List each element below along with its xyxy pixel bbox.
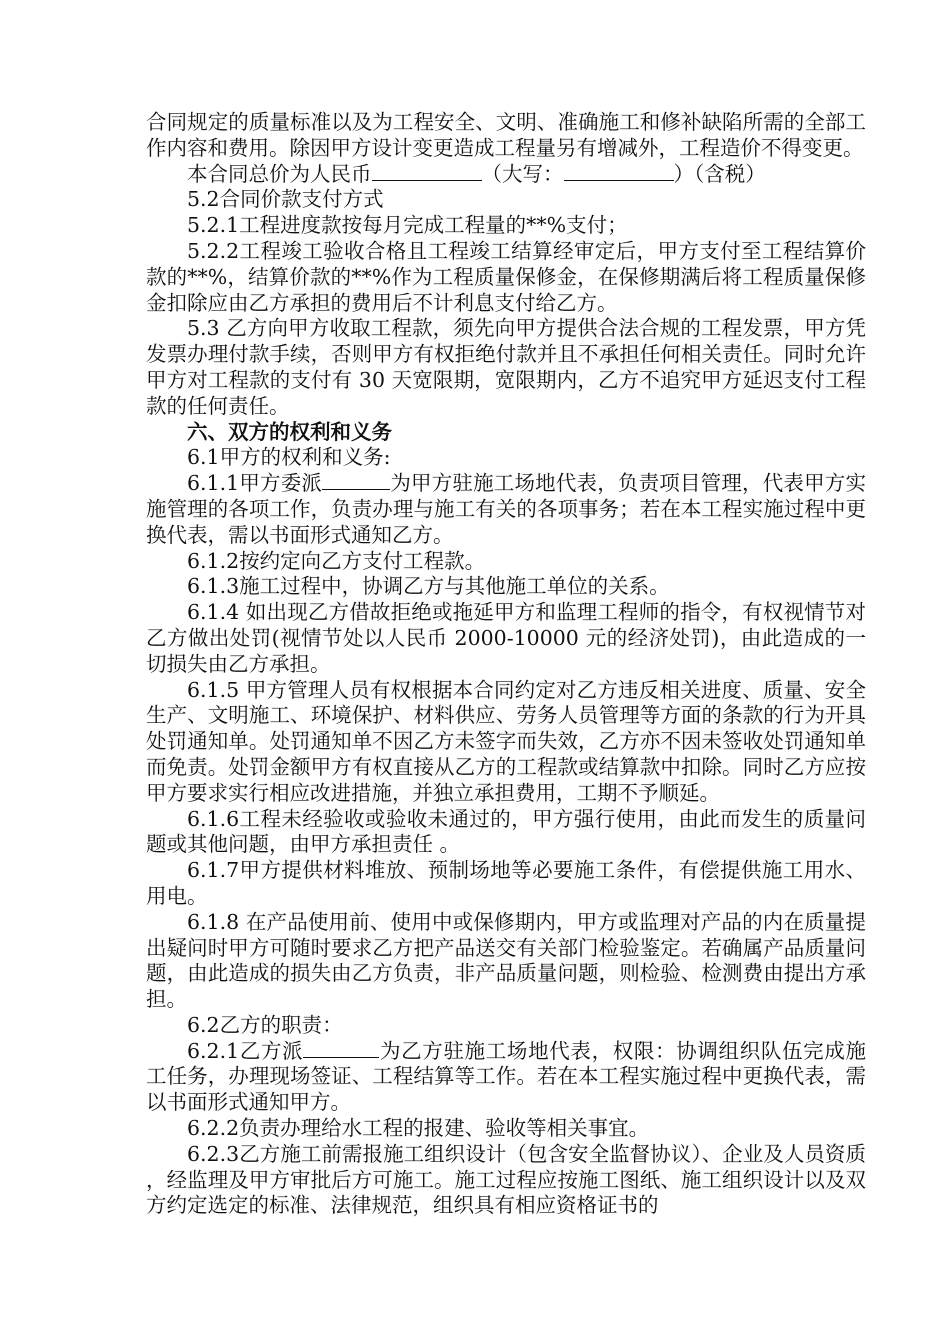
paragraph-price-scope: 合同规定的质量标准以及为工程安全、文明、准确施工和修补缺陷所需的全部工作内容和费用。除因甲方设计变更造成工程量另有增减外，工程造价不得变更。 [146, 110, 866, 160]
clause-6-2-3: 6.2.3乙方施工前需报施工组织设计（包含安全监督协议）、企业及人员资质，经监理及甲方审批后方可施工。施工过程应按施工图纸、施工组织设计以及双方约定选定的标准、法律规范，组织具有相应资格证书的 [146, 1141, 866, 1218]
clause-5-3: 5.3 乙方向甲方收取工程款，须先向甲方提供合法合规的工程发票，甲方凭发票办理付款手续，否则甲方有权拒绝付款并且不承担任何相关责任。同时允许甲方对工程款的支付有 30 天宽限期，宽限期内，乙方不追究甲方延迟支付工程款的任何责任。 [146, 316, 866, 418]
section-6-2-title: 6.2乙方的职责： [187, 1012, 343, 1037]
party-b-representative-blank [303, 1039, 379, 1058]
clause-5-2-2: 5.2.2工程竣工验收合格且工程竣工结算经审定后，甲方支付至工程结算价款的**%，结算价款的**%作为工程质量保修金，在保修期满后将工程质量保修金扣除应由乙方承担的费用后不计利息支付给乙方。 [146, 238, 866, 315]
clause-6-2-1-label: 6.2.1乙方派 [187, 1038, 304, 1063]
total-price-capital-blank [564, 162, 674, 181]
clause-6-1-3: 6.1.3施工过程中，协调乙方与其他施工单位的关系。 [187, 574, 670, 599]
clause-6-1-1 [146, 471, 866, 548]
clause-6-1-4: 6.1.4 如出现乙方借故拒绝或拖延甲方和监理工程师的指令，有权视情节对乙方做出处罚(视情节处以人民币 2000-10000 元的经济处罚)，由此造成的一切损失由乙方承担。 [146, 600, 866, 676]
clause-6-1-7: 6.1.7甲方提供材料堆放、预制场地等必要施工条件，有偿提供施工用水、用电。 [146, 858, 866, 908]
clause-6-1-5: 6.1.5 甲方管理人员有权根据本合同约定对乙方违反相关进度、质量、安全生产、文明施工、环境保护、材料供应、劳务人员管理等方面的条款的行为开具处罚通知单。处罚通知单不因乙方未签字而失效，乙方亦不因未签收处罚通知单而免责。处罚金额甲方有权直接从乙方的工程款或结算款中扣除。同时乙方应按甲方要求实行相应改进措施，并独立承担费用，工期不予顺延。 [146, 677, 866, 805]
section-5-2-title: 5.2合同价款支付方式 [187, 187, 384, 212]
party-a-representative-blank [322, 471, 390, 490]
section-6-1-title: 6.1甲方的权利和义务: [187, 445, 391, 470]
paragraph-total-price [146, 162, 866, 188]
total-price-label: 本合同总价为人民币 [187, 161, 372, 186]
contract-text-body [146, 110, 866, 1219]
clause-5-2-1: 5.2.1工程进度款按每月完成工程量的**%支付； [187, 213, 628, 238]
clause-6-1-1-label: 6.1.1甲方委派 [187, 471, 323, 496]
total-price-blank [372, 162, 482, 181]
clause-6-1-6: 6.1.6工程未经验收或验收未通过的，甲方强行使用，由此而发生的质量问题或其他问题，由甲方承担责任 。 [146, 806, 866, 857]
section-6-heading: 六、双方的权利和义务 [187, 419, 392, 444]
total-price-capital-label: （大写： [481, 161, 564, 186]
clause-6-1-1-text: 为甲方驻施工场地代表，负责项目管理，代表甲方实施管理的各项工作，负责办理与施工有关的各项事务；若在本工程实施过程中更换代表，需以书面形式通知乙方。 [146, 471, 867, 547]
total-price-tax-label: ）（含税） [673, 161, 766, 186]
clause-6-1-2: 6.1.2按约定向乙方支付工程款。 [187, 548, 486, 573]
clause-6-2-2: 6.2.2负责办理给水工程的报建、验收等相关事宜。 [187, 1116, 650, 1141]
clause-6-1-8: 6.1.8 在产品使用前、使用中或保修期内，甲方或监理对产品的内在质量提出疑问时甲方可随时要求乙方把产品送交有关部门检验鉴定。若确属产品质量问题，由此造成的损失由乙方负责，非产品质量问题，则检验、检测费由提出方承担。 [146, 909, 866, 1012]
clause-6-2-1-text: 为乙方驻施工场地代表，权限：协调组织队伍完成施工任务，办理现场签证、工程结算等工作。若在本工程实施过程中更换代表，需以书面形式通知甲方。 [146, 1038, 866, 1115]
clause-6-2-1 [146, 1039, 866, 1116]
